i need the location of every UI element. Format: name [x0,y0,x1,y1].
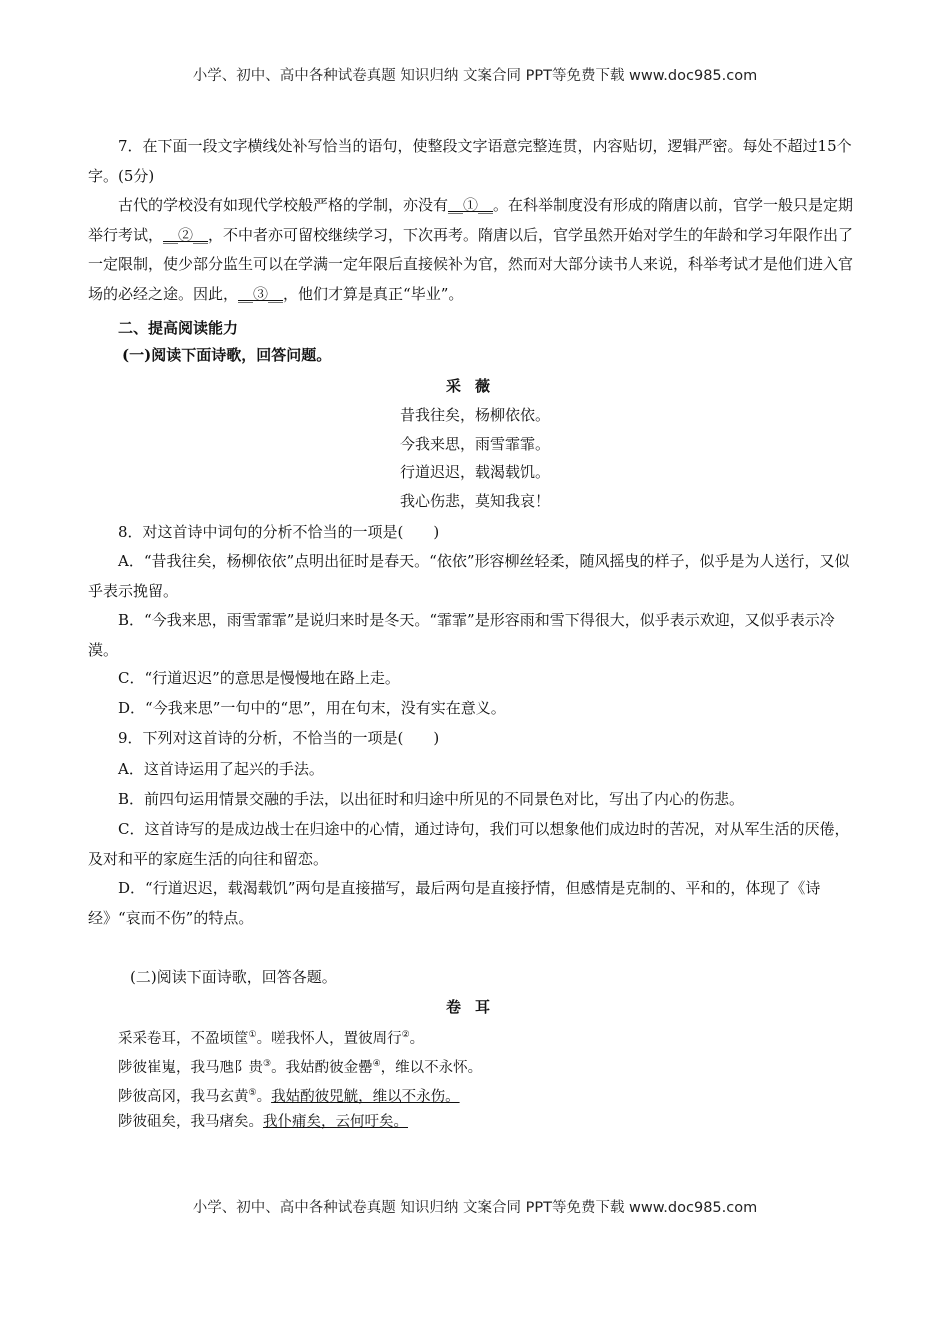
underlined-verse: 我仆痡矣，云何吁矣。 [263,1114,408,1130]
blank-1: __①__ [448,196,494,214]
underlined-verse: 我姑酌彼兕觥，维以不永伤。 [271,1088,460,1105]
footnote-marker: ③ [263,1059,272,1069]
poem-2-line: 陟彼崔嵬，我马虺阝贵③。我姑酌彼金罍④，维以不永怀。 [118,1059,483,1076]
poem-2-title: 卷耳 [445,998,504,1016]
section-heading: 二、提高阅读能力 [118,319,239,337]
option-c: C．这首诗写的是成边战士在归途中的心情，通过诗句，我们可以想象他们成边时的苦况，对从军生活的厌倦，及对和平的家庭生活的向往和留恋。 [88,820,850,868]
poem-2-line: 陟彼砠矣，我马瘏矣。我仆痡矣，云何吁矣。 [118,1114,408,1130]
blank-3: __③__ [238,284,284,303]
question-7-stem: 7．在下面一段文字横线处补写恰当的语句，使整段文字语意完整连贯，内容贴切，逻辑严密。每处不超过15个字。(5分) [88,137,852,185]
question-9-stem: 9．下列对这首诗的分析，不恰当的一项是( ) [118,729,440,747]
option-d: D．“今我来思”一句中的“思”，用在句末，没有实在意义。 [118,699,506,717]
poem-1-line: 昔我往矣，杨柳依依。 [399,406,550,424]
part-2-heading: (二)阅读下面诗歌，回答各题。 [130,968,337,986]
option-b: B．“今我来思，雨雪霏霏”是说归来时是冬天。“霏霏”是形容雨和雪下得很大，似乎表示欢迎，又似乎表示冷漠。 [88,611,835,659]
option-c: C．“行道迟迟”的意思是慢慢地在路上走。 [118,669,400,687]
footnote-marker: ④ [372,1059,381,1069]
question-7-passage: 古代的学校没有如现代学校般严格的学制，亦没有__①__。在科举制度没有形成的隋唐以前，官学一般只是定期举行考试，__②__，不中者亦可留校继续学习，下次再考。隋唐以后，官学虽然开始对学生的年龄和学习年限作出了一定限制，使少部分监生可以在学满一定年限后直接候补为官，然而对大部分读书人来说，科举考试才是他们进入官场的必经之途。因此，__③__，他们才算是真正“毕业”。 [88,196,854,303]
option-a: A．“昔我往矣，杨柳依依”点明出征时是春天。“依依”形容柳丝轻柔，随风摇曳的样子，似乎是为人送行，又似乎表示挽留。 [88,552,850,600]
question-8-stem: 8．对这首诗中词句的分析不恰当的一项是( ) [118,523,440,541]
poem-2-line: 采采卷耳，不盈顷筐①。嗟我怀人，置彼周行②。 [118,1030,425,1047]
poem-2-line: 陟彼高冈，我马玄黄⑤。我姑酌彼兕觥，维以不永伤。 [118,1088,460,1105]
page-footer: 小学、初中、高中各种试卷真题 知识归纳 文案合同 PPT等免费下载 www.doc985.com [192,1200,758,1216]
poem-1-line: 今我来思，雨雪霏霏。 [399,435,550,453]
poem-1-line: 我心伤悲，莫知我哀！ [399,492,550,510]
blank-2: __②__ [163,225,209,244]
poem-1-line: 行道迟迟，载渴载饥。 [399,463,550,481]
footnote-marker: ⑤ [248,1088,257,1098]
poem-1-title: 采薇 [445,377,504,395]
page-header: 小学、初中、高中各种试卷真题 知识归纳 文案合同 PPT等免费下载 www.doc985.com [192,68,758,84]
option-a: A．这首诗运用了起兴的手法。 [118,760,324,778]
footnote-marker: ② [401,1030,410,1040]
part-1-heading: (一)阅读下面诗歌，回答问题。 [122,346,332,364]
footnote-marker: ① [248,1030,257,1040]
option-b: B．前四句运用情景交融的手法，以出征时和归途中所见的不同景色对比，写出了内心的伤悲。 [118,790,745,808]
option-d: D．“行道迟迟，载渴载饥”两句是直接描写，最后两句是直接抒情，但感情是克制的、平和的，体现了《诗经》“哀而不伤”的特点。 [88,879,821,927]
